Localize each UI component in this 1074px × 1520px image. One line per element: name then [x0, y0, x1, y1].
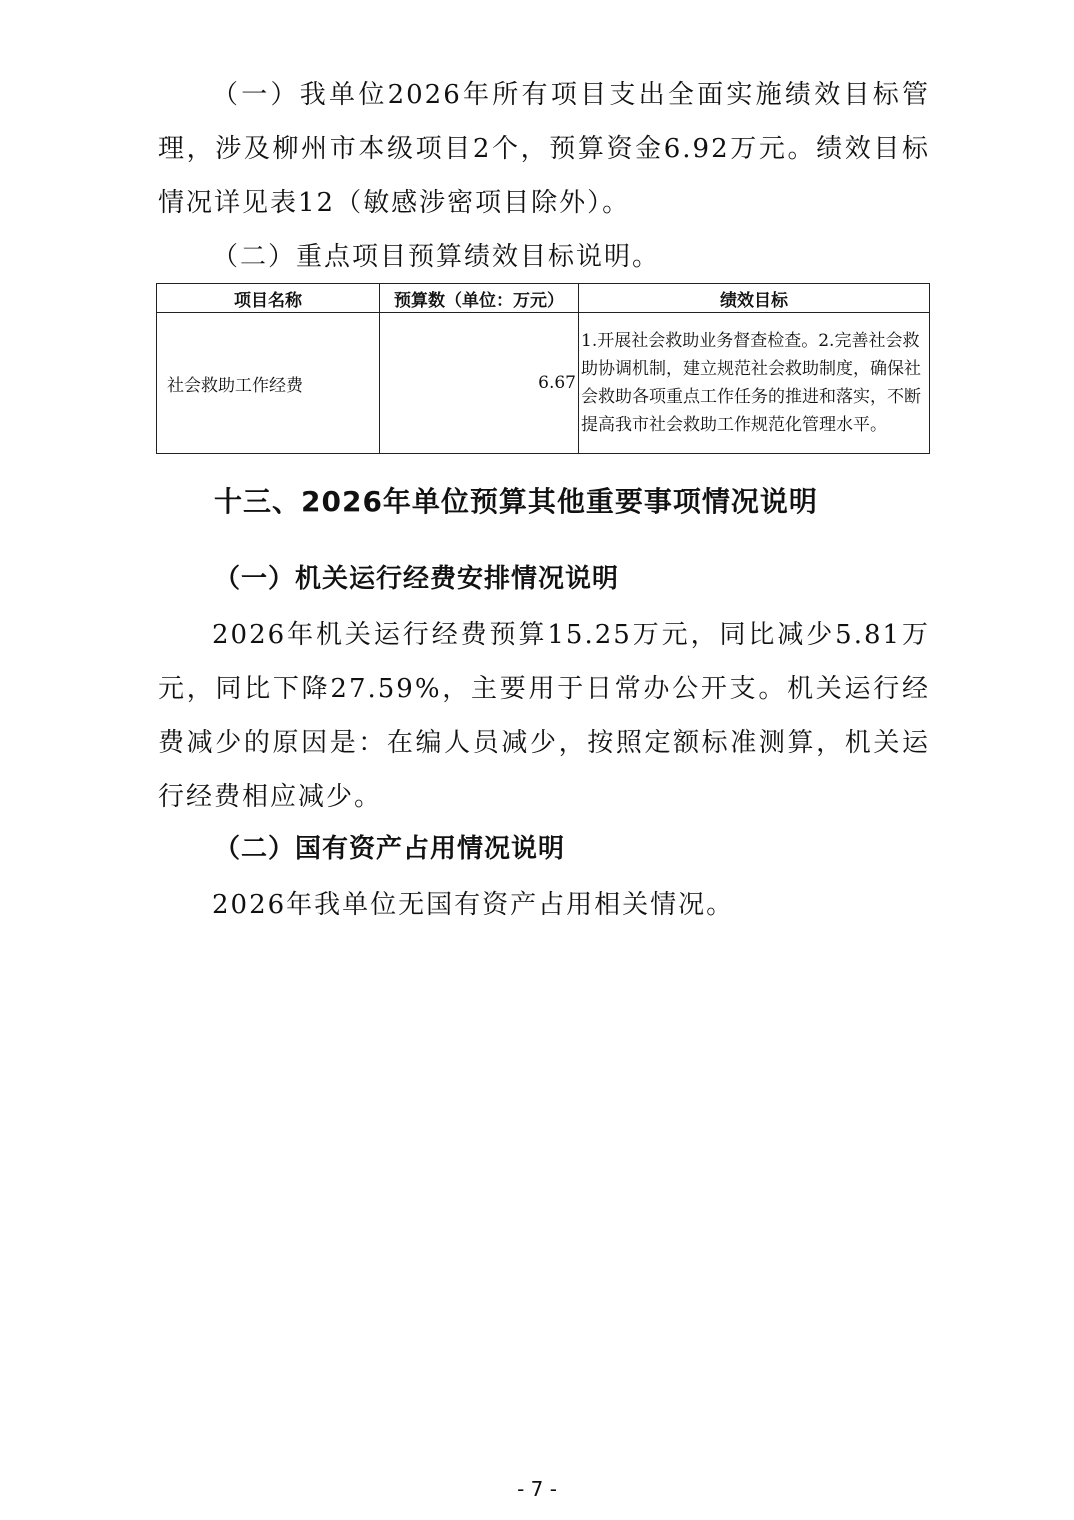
cell-project-name: 社会救助工作经费: [157, 313, 380, 454]
subsection-operating-funds-title: （一）机关运行经费安排情况说明: [214, 564, 620, 594]
table-header-row: [157, 284, 930, 313]
header-budget-amount: 预算数（单位：万元）: [380, 284, 579, 313]
header-performance-goal: 绩效目标: [579, 284, 930, 313]
table-row: [157, 313, 930, 454]
subsection-state-assets-title: （二）国有资产占用情况说明: [214, 834, 566, 864]
paragraph-key-project-intro: （二）重点项目预算绩效目标说明。: [212, 242, 661, 272]
cell-performance-goal: 1.开展社会救助业务督查检查。2.完善社会救助协调机制，建立规范社会救助制度，确保社会救助各项重点工作任务的推进和落实，不断提高我市社会救助工作规范化管理水平。: [579, 313, 930, 454]
paragraph-state-assets: 2026年我单位无国有资产占用相关情况。: [212, 890, 735, 920]
cell-budget-amount: 6.67: [380, 313, 579, 454]
performance-goal-table: [156, 283, 930, 454]
header-project-name: 项目名称: [157, 284, 380, 313]
page-number: - 7 -: [517, 1477, 557, 1501]
paragraph-operating-funds: 2026年机关运行经费预算15.25万元，同比减少5.81万元，同比下降27.59%，主要用于日常办公开支。机关运行经费减少的原因是：在编人员减少，按照定额标准测算，机关运行经费相应减少。: [158, 620, 930, 812]
section-13-title: 十三、2026年单位预算其他重要事项情况说明: [214, 485, 818, 518]
paragraph-performance-management: （一）我单位2026年所有项目支出全面实施绩效目标管理，涉及柳州市本级项目2个，预算资金6.92万元。绩效目标情况详见表12（敏感涉密项目除外）。: [158, 80, 930, 218]
